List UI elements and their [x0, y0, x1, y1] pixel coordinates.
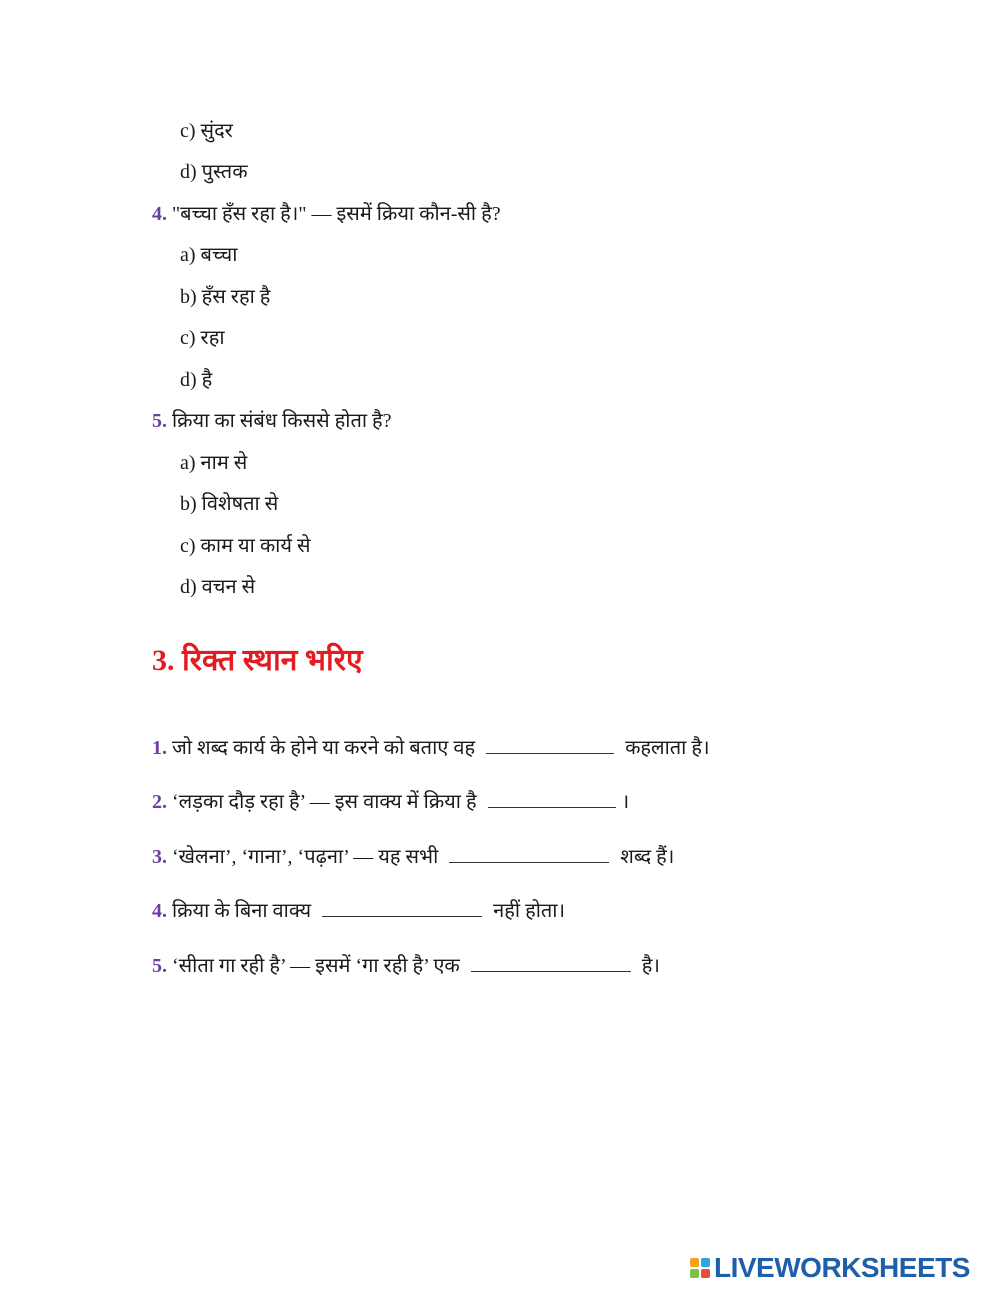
- fill-item-2: 2. ‘लड़का दौड़ रहा है’ — इस वाक्य में क्रिया है ।: [152, 791, 630, 813]
- liveworksheets-logo-icon: [690, 1258, 710, 1278]
- option-q3-c[interactable]: c) सुंदर: [180, 120, 233, 142]
- option-q4-c[interactable]: c) रहा: [180, 327, 225, 349]
- question-4: [152, 199, 501, 226]
- answer-blank-1[interactable]: [486, 735, 614, 754]
- option-q5-b[interactable]: b) विशेषता से: [180, 493, 279, 515]
- option-q5-a[interactable]: a) नाम से: [180, 452, 248, 474]
- liveworksheets-logo: [690, 1252, 970, 1284]
- option-q3-d[interactable]: d) पुस्तक: [180, 161, 248, 183]
- answer-blank-2[interactable]: [488, 789, 616, 808]
- logo-text: LIVEWORKSHEETS: [714, 1252, 970, 1283]
- answer-blank-5[interactable]: [471, 953, 631, 972]
- fill-item-4: 4. क्रिया के बिना वाक्य नहीं होता।: [152, 900, 566, 922]
- option-q4-b[interactable]: b) हँस रहा है: [180, 286, 271, 308]
- answer-blank-3[interactable]: [449, 844, 609, 863]
- fill-item-5: 5. ‘सीता गा रही है’ — इसमें ‘गा रही है’ एक है।: [152, 955, 660, 977]
- question-number: 5.: [152, 410, 167, 432]
- option-q5-c[interactable]: c) काम या कार्य से: [180, 535, 311, 557]
- question-5: [152, 406, 392, 433]
- option-q4-d[interactable]: d) है: [180, 369, 213, 391]
- option-q4-a[interactable]: a) बच्चा: [180, 244, 238, 266]
- question-text: "बच्चा हँस रहा है।" — इसमें क्रिया कौन-सी है?: [172, 203, 501, 225]
- question-text: क्रिया का संबंध किससे होता है?: [172, 410, 392, 432]
- option-q5-d[interactable]: d) वचन से: [180, 576, 256, 598]
- fill-item-3: 3. ‘खेलना’, ‘गाना’, ‘पढ़ना’ — यह सभी शब्द हैं।: [152, 846, 675, 868]
- answer-blank-4[interactable]: [322, 898, 482, 917]
- section-heading: 3. रिक्त स्थान भरिए: [152, 644, 363, 677]
- question-number: 4.: [152, 203, 167, 225]
- fill-item-1: 1. जो शब्द कार्य के होने या करने को बताए वह कहलाता है।: [152, 737, 710, 759]
